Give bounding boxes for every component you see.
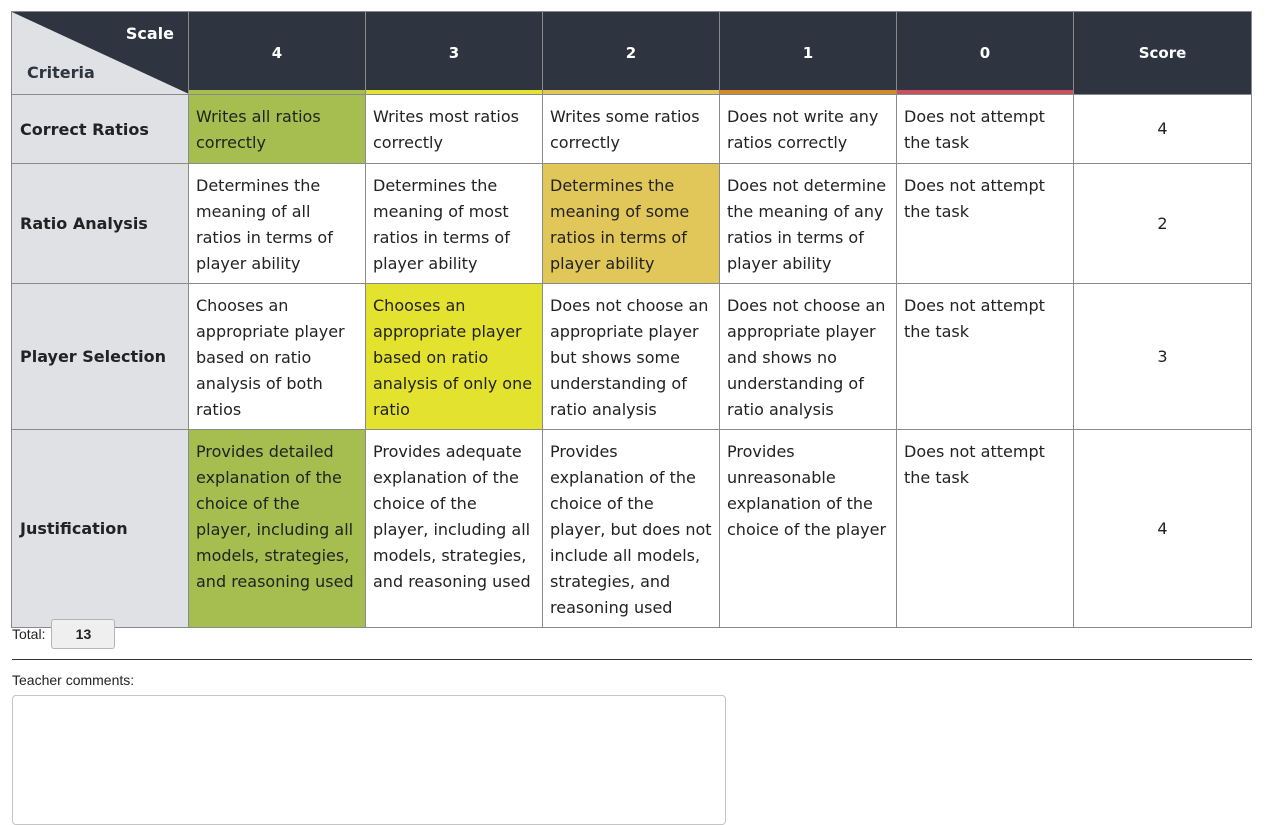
level-label: 0 xyxy=(979,44,991,62)
level-header-1 xyxy=(720,12,897,95)
rubric-cell[interactable]: Does not attempt the task xyxy=(897,95,1074,164)
divider xyxy=(12,659,1252,660)
level-label: 4 xyxy=(271,44,283,62)
rubric-row-player-selection xyxy=(12,284,1252,430)
total-score-field: 13 xyxy=(51,619,115,649)
level-label: 1 xyxy=(802,44,814,62)
score-cell: 3 xyxy=(1074,284,1252,430)
header-row xyxy=(12,12,1252,95)
rubric-cell[interactable]: Chooses an appropriate player based on ratio analysis of only one ratio xyxy=(366,284,543,430)
level-color-bar xyxy=(543,90,719,94)
rubric-body xyxy=(12,95,1252,628)
rubric-cell[interactable]: Does not attempt the task xyxy=(897,164,1074,284)
criteria-label: Criteria xyxy=(27,63,95,82)
rubric-cell[interactable]: Provides detailed explanation of the choice of the player, including all models, strategies, and reasoning used xyxy=(189,430,366,628)
rubric-cell[interactable]: Provides adequate explanation of the choice of the player, including all models, strategies, and reasoning used xyxy=(366,430,543,628)
rubric-table xyxy=(11,11,1252,628)
teacher-comments-label: Teacher comments: xyxy=(12,672,135,688)
level-header-4 xyxy=(189,12,366,95)
rubric-cell[interactable]: Provides unreasonable explanation of the choice of the player xyxy=(720,430,897,628)
level-color-bar xyxy=(720,90,896,94)
level-color-bar xyxy=(189,90,365,94)
rubric-cell[interactable]: Does not attempt the task xyxy=(897,430,1074,628)
rubric-cell[interactable]: Writes all ratios correctly xyxy=(189,95,366,164)
rubric-cell[interactable]: Does not choose an appropriate player and shows no understanding of ratio analysis xyxy=(720,284,897,430)
level-color-bar xyxy=(897,90,1073,94)
criterion-label: Correct Ratios xyxy=(12,95,189,164)
rubric-cell[interactable]: Does not write any ratios correctly xyxy=(720,95,897,164)
score-cell: 4 xyxy=(1074,430,1252,628)
rubric-header xyxy=(12,12,1252,95)
score-header: Score xyxy=(1074,12,1252,95)
rubric-cell[interactable]: Determines the meaning of most ratios in terms of player ability xyxy=(366,164,543,284)
rubric-cell[interactable]: Does not determine the meaning of any ratios in terms of player ability xyxy=(720,164,897,284)
rubric-cell[interactable]: Does not choose an appropriate player but shows some understanding of ratio analysis xyxy=(543,284,720,430)
level-label: 2 xyxy=(625,44,637,62)
criterion-label: Justification xyxy=(12,430,189,628)
rubric-cell[interactable]: Provides explanation of the choice of the player, but does not include all models, strategies, and reasoning used xyxy=(543,430,720,628)
criterion-label: Player Selection xyxy=(12,284,189,430)
rubric-cell[interactable]: Writes most ratios correctly xyxy=(366,95,543,164)
score-cell: 2 xyxy=(1074,164,1252,284)
scale-criteria-corner xyxy=(12,12,189,95)
score-cell: 4 xyxy=(1074,95,1252,164)
teacher-comments-input[interactable] xyxy=(12,695,726,825)
rubric-cell[interactable]: Does not attempt the task xyxy=(897,284,1074,430)
total-label: Total: xyxy=(12,626,46,642)
rubric-cell[interactable]: Determines the meaning of all ratios in terms of player ability xyxy=(189,164,366,284)
rubric-cell[interactable]: Chooses an appropriate player based on ratio analysis of both ratios xyxy=(189,284,366,430)
level-header-2 xyxy=(543,12,720,95)
level-label: 3 xyxy=(448,44,460,62)
level-header-3 xyxy=(366,12,543,95)
rubric-row-justification xyxy=(12,430,1252,628)
rubric-cell[interactable]: Determines the meaning of some ratios in terms of player ability xyxy=(543,164,720,284)
total-row xyxy=(12,619,115,649)
rubric-cell[interactable]: Writes some ratios correctly xyxy=(543,95,720,164)
rubric-row-correct-ratios xyxy=(12,95,1252,164)
rubric-row-ratio-analysis xyxy=(12,164,1252,284)
scale-label: Scale xyxy=(125,24,174,43)
criterion-label: Ratio Analysis xyxy=(12,164,189,284)
level-header-0 xyxy=(897,12,1074,95)
level-color-bar xyxy=(366,90,542,94)
